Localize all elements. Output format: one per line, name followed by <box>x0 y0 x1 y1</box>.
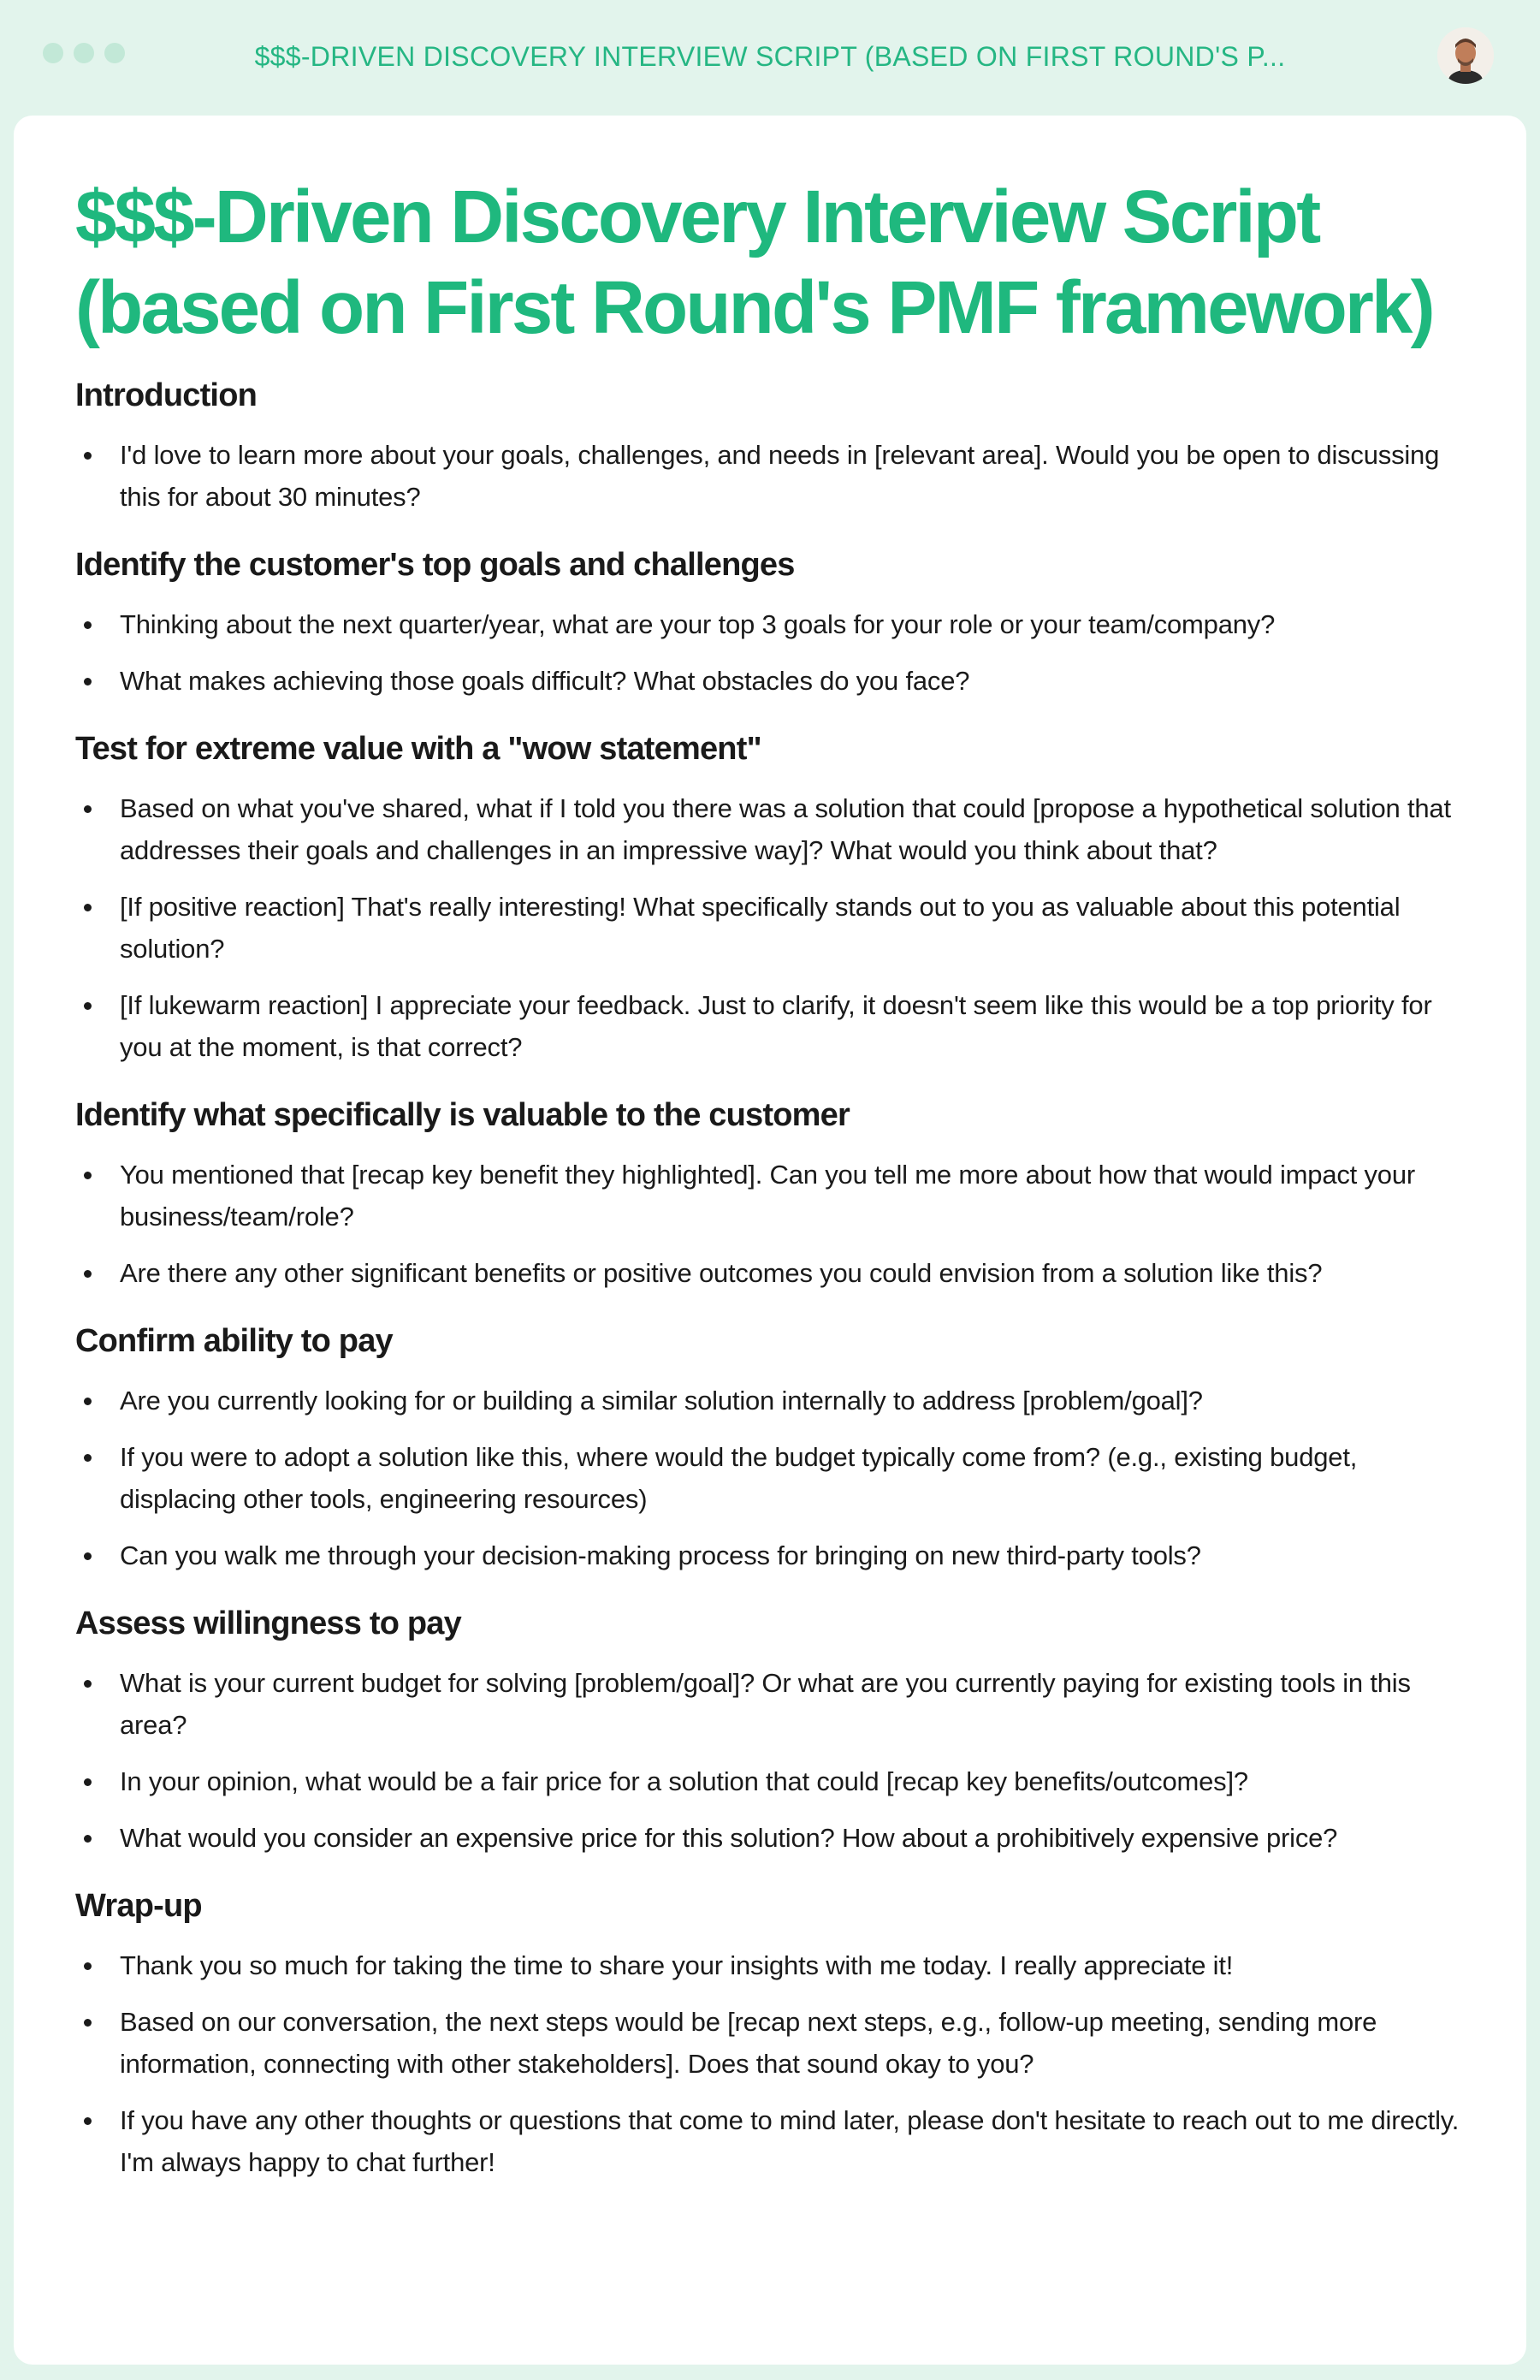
list-item: [If positive reaction] That's really interesting! What specifically stands out to you as valuable about this potential solution? <box>75 886 1478 970</box>
window-title: $$$-DRIVEN DISCOVERY INTERVIEW SCRIPT (BASED ON FIRST ROUND'S P... <box>254 41 1286 72</box>
page-title: $$$-Driven Discovery Interview Script (based on First Round's PMF framework) <box>75 175 1433 349</box>
section <box>75 543 1478 702</box>
section-heading: Test for extreme value with a "wow statement" <box>75 731 761 767</box>
document-content <box>75 172 1478 2209</box>
list-item: What makes achieving those goals difficult? What obstacles do you face? <box>75 660 1478 702</box>
list-item: [If lukewarm reaction] I appreciate your feedback. Just to clarify, it doesn't seem like this would be a top priority for you at the moment, is that correct? <box>75 984 1478 1068</box>
section-heading: Identify what specifically is valuable to the customer <box>75 1097 850 1133</box>
list-item: Are there any other significant benefits or positive outcomes you could envision from a solution like this? <box>75 1252 1478 1294</box>
list-item: You mentioned that [recap key benefit they highlighted]. Can you tell me more about how that would impact your business/team/role? <box>75 1154 1478 1237</box>
section <box>75 1320 1478 1576</box>
bullet-list <box>75 1944 1478 2183</box>
list-item: Thinking about the next quarter/year, what are your top 3 goals for your role or your team/company? <box>75 603 1478 645</box>
list-item: If you have any other thoughts or questions that come to mind later, please don't hesitate to reach out to me directly. I'm always happy to chat further! <box>75 2099 1478 2183</box>
avatar[interactable] <box>1437 27 1494 84</box>
section <box>75 1884 1478 2183</box>
list-item: Can you walk me through your decision-making process for bringing on new third-party tools? <box>75 1534 1478 1576</box>
window-controls <box>43 43 125 63</box>
document-card <box>14 116 1526 2365</box>
section <box>75 1602 1478 1859</box>
bullet-list <box>75 1662 1478 1859</box>
list-item: If you were to adopt a solution like this, where would the budget typically come from? (e.g., existing budget, displacing other tools, engineering resources) <box>75 1436 1478 1520</box>
section-heading: Wrap-up <box>75 1888 202 1924</box>
bullet-list <box>75 603 1478 702</box>
list-item: Thank you so much for taking the time to share your insights with me today. I really appreciate it! <box>75 1944 1478 1986</box>
bullet-list <box>75 434 1478 518</box>
avatar-photo-icon <box>1437 27 1494 84</box>
list-item: I'd love to learn more about your goals, challenges, and needs in [relevant area]. Would you be open to discussing this for about 30 minutes? <box>75 434 1478 518</box>
bullet-list <box>75 1380 1478 1576</box>
window-dot-icon[interactable] <box>74 43 94 63</box>
document-sections <box>75 374 1478 2183</box>
section-heading: Introduction <box>75 377 258 413</box>
list-item: In your opinion, what would be a fair price for a solution that could [recap key benefits/outcomes]? <box>75 1760 1478 1802</box>
bullet-list <box>75 1154 1478 1294</box>
list-item: Are you currently looking for or building a similar solution internally to address [problem/goal]? <box>75 1380 1478 1421</box>
list-item: Based on what you've shared, what if I told you there was a solution that could [propose a hypothetical solution that addresses their goals and challenges in an impressive way]? What would you think about that? <box>75 787 1478 871</box>
window-titlebar <box>0 0 1540 116</box>
section-heading: Confirm ability to pay <box>75 1323 393 1359</box>
section <box>75 374 1478 518</box>
window-dot-icon[interactable] <box>43 43 63 63</box>
bullet-list <box>75 787 1478 1068</box>
section-heading: Identify the customer's top goals and challenges <box>75 547 795 583</box>
window-dot-icon[interactable] <box>104 43 125 63</box>
section <box>75 1094 1478 1294</box>
list-item: What would you consider an expensive price for this solution? How about a prohibitively expensive price? <box>75 1817 1478 1859</box>
list-item: What is your current budget for solving [problem/goal]? Or what are you currently paying for existing tools in this area? <box>75 1662 1478 1746</box>
section <box>75 727 1478 1068</box>
list-item: Based on our conversation, the next steps would be [recap next steps, e.g., follow-up meeting, sending more information, connecting with other stakeholders]. Does that sound okay to you? <box>75 2001 1478 2085</box>
section-heading: Assess willingness to pay <box>75 1605 461 1641</box>
